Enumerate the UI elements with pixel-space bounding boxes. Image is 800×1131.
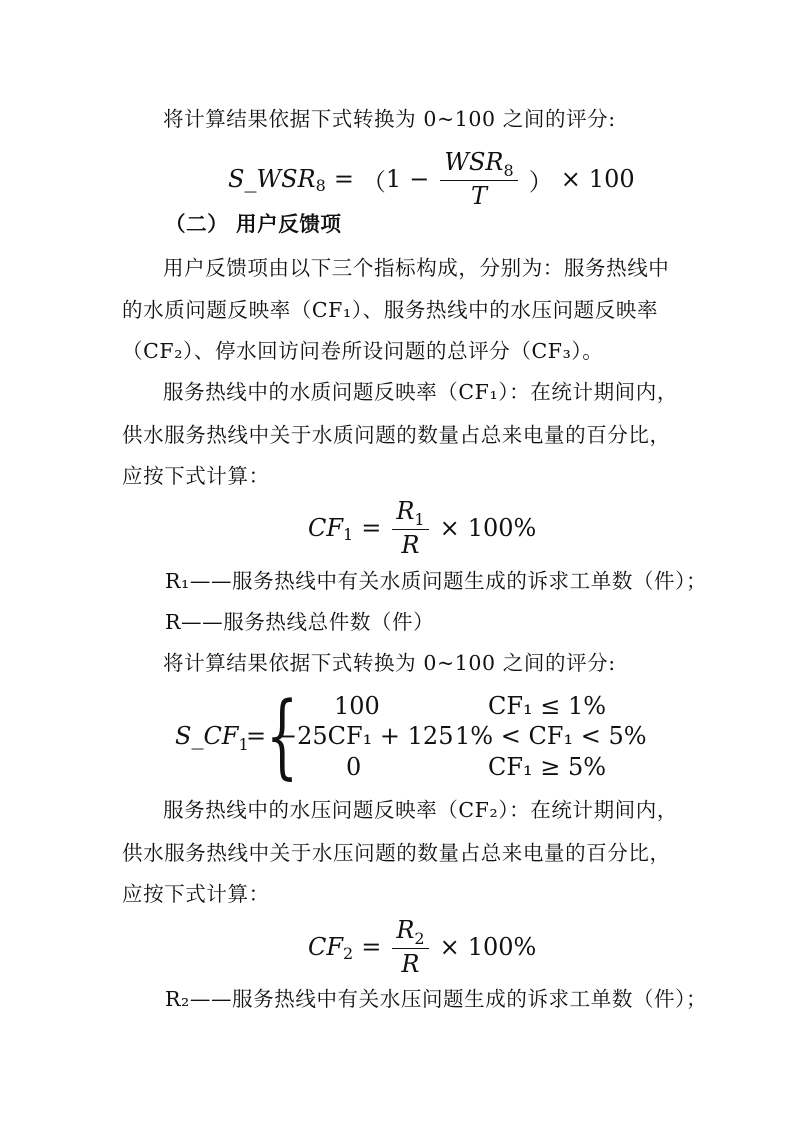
eq2-times: × — [439, 514, 460, 542]
eq4-denominator: R — [401, 950, 420, 978]
eq3-lhs: S_CF — [175, 722, 239, 750]
eq4-equals: = — [361, 933, 382, 961]
eq1-minus: − — [409, 165, 430, 193]
eq2-fraction — [392, 497, 428, 559]
eq2-percent: 100% — [467, 514, 537, 542]
eq1-lhs: S_WSR — [228, 165, 316, 193]
paragraph-2-line-1: 服务热线中的水质问题反映率（CF₁）：在统计期间内， — [163, 380, 678, 404]
definition-r2: R₂——服务热线中有关水压问题生成的诉求工单数（件）； — [165, 987, 708, 1011]
eq1-one: 1 — [385, 165, 402, 193]
equation-s-wsr8 — [228, 148, 635, 210]
eq1-numerator-sub: 8 — [503, 161, 514, 180]
eq1-numerator: WSR — [444, 148, 504, 176]
paragraph-2-line-2: 供水服务热线中关于水质问题的数量占总来电量的百分比， — [122, 423, 671, 447]
paragraph-1-line-1: 用户反馈项由以下三个指标构成，分别为：服务热线中 — [163, 256, 670, 280]
eq3-brace: { — [266, 682, 299, 789]
eq3-lhs-sub: 1 — [238, 735, 249, 754]
equation-cf2 — [308, 916, 536, 978]
eq2-denominator: R — [401, 531, 420, 559]
eq4-percent: 100% — [467, 933, 537, 961]
eq3-equals: = — [246, 722, 267, 750]
eq2-equals: = — [361, 514, 382, 542]
eq1-lhs-sub: 8 — [315, 175, 326, 195]
paragraph-2-line-3: 应按下式计算： — [122, 464, 270, 488]
section-heading: （二） 用户反馈项 — [165, 212, 342, 236]
eq2-lhs-sub: 1 — [343, 524, 354, 544]
eq4-numerator: R — [396, 916, 415, 944]
eq1-equals: = — [333, 165, 354, 193]
definition-r: R——服务热线总件数（件） — [165, 610, 435, 634]
eq1-hundred: 100 — [588, 165, 635, 193]
eq2-numerator: R — [396, 497, 415, 525]
paragraph-1-line-3: （CF₂）、停水回访问卷所设问题的总评分（CF₃）。 — [122, 339, 604, 363]
paragraph-3-line-2: 供水服务热线中关于水压问题的数量占总来电量的百分比， — [122, 841, 671, 865]
conversion-note-1: 将计算结果依据下式转换为 0~100 之间的评分: — [163, 107, 616, 131]
eq3-value-1: 100 — [334, 692, 380, 720]
paragraph-1-line-2: 的水质问题反映率（CF₁）、服务热线中的水压问题反映率 — [122, 298, 659, 322]
eq4-numerator-sub: 2 — [414, 929, 425, 948]
eq3-value-2: −25CF₁ + 125 — [277, 722, 454, 750]
eq4-fraction — [392, 916, 428, 978]
eq3-value-3: 0 — [346, 753, 362, 781]
eq2-lhs: CF — [308, 514, 344, 542]
paragraph-3-line-3: 应按下式计算： — [122, 882, 270, 906]
eq1-times: × — [560, 165, 581, 193]
paragraph-3-line-1: 服务热线中的水压问题反映率（CF₂）：在统计期间内， — [163, 798, 678, 822]
eq3-condition-1: CF₁ ≤ 1% — [488, 692, 607, 720]
definition-r1: R₁——服务热线中有关水质问题生成的诉求工单数（件）； — [165, 569, 708, 593]
eq3-condition-2: 1% < CF₁ < 5% — [455, 722, 647, 750]
eq4-lhs: CF — [308, 933, 344, 961]
equation-cf1 — [308, 497, 536, 559]
eq4-lhs-sub: 2 — [343, 943, 354, 963]
eq1-denominator: T — [470, 182, 487, 210]
eq4-times: × — [439, 933, 460, 961]
eq1-lparen: （ — [361, 167, 386, 196]
eq1-rparen: ） — [528, 167, 553, 196]
eq1-fraction — [440, 148, 517, 210]
conversion-note-2: 将计算结果依据下式转换为 0~100 之间的评分: — [163, 651, 616, 675]
eq2-numerator-sub: 1 — [414, 510, 425, 529]
eq3-condition-3: CF₁ ≥ 5% — [488, 753, 607, 781]
